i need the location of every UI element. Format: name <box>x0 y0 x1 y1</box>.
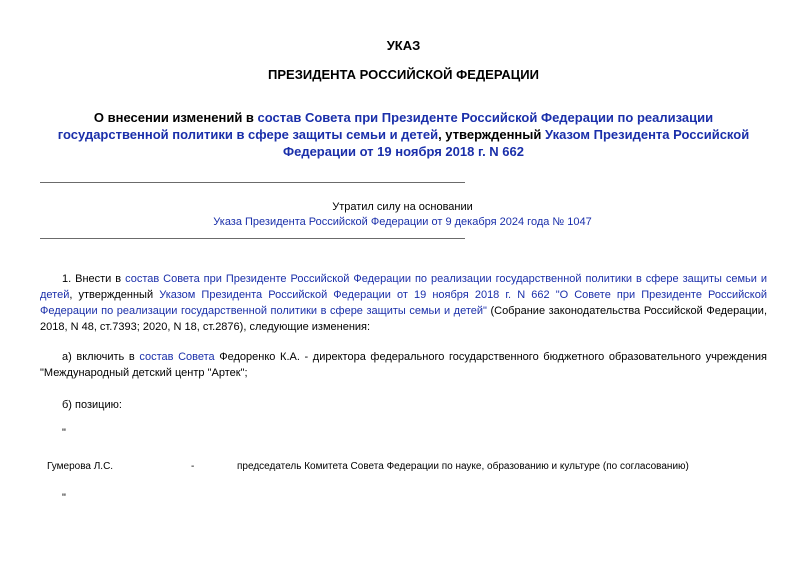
repeal-notice-text: Утратил силу на основании <box>332 201 473 213</box>
paragraph-1-link-decree-662[interactable]: Указом Президента Российской Федерации от 19 ноября 2018 г. N 662 "О Совете при Президенте Российской Федерации по реализации государственной политики в сфере защиты семьи и детей" <box>40 289 767 317</box>
paragraph-a-text-1: а) включить в <box>62 351 140 363</box>
issuer-title: ПРЕЗИДЕНТА РОССИЙСКОЙ ФЕДЕРАЦИИ <box>268 67 539 82</box>
paragraph-1-text-2: , утвержденный <box>69 289 160 301</box>
paragraph-b: б) позицию: <box>62 399 122 411</box>
heading-text-1: О внесении изменений в <box>93 110 258 125</box>
paragraph-1-link-council-composition[interactable]: состав Совета при Президенте Российской Федерации по реализации государственной политики в сфере защиты семьи и детей <box>40 273 767 301</box>
paragraph-1 <box>40 271 767 335</box>
paragraph-a-link-council[interactable]: состав Совета <box>139 351 215 363</box>
position-dash: - <box>191 461 195 472</box>
paragraph-a <box>40 349 767 381</box>
document-heading <box>40 109 767 160</box>
closing-quote-mark: " <box>62 492 66 504</box>
repeal-decree-link[interactable]: Указа Президента Российской Федерации от 9 декабря 2024 года № 1047 <box>213 216 592 228</box>
notice-bottom-divider <box>40 238 465 239</box>
paragraph-a-text-2: Федоренко К.А. - директора федерального государственного бюджетного образовательного учреждения "Международный детский центр "Артек"; <box>40 351 767 379</box>
heading-text-2: , утвержденный <box>438 127 545 142</box>
opening-quote-mark: " <box>62 427 66 439</box>
repeal-notice-line <box>40 216 765 228</box>
heading-link-decree-662[interactable]: Указом Президента Российской Федерации от 19 ноября 2018 г. N 662 <box>283 127 750 159</box>
document-type-title: УКАЗ <box>386 38 421 53</box>
position-description: председатель Комитета Совета Федерации по науке, образованию и культуре (по согласованию) <box>237 461 689 472</box>
heading-link-council-composition[interactable]: состав Совета при Президенте Российской Федерации по реализации государственной политики в сфере защиты семьи и детей <box>57 110 714 142</box>
paragraph-1-text-1: 1. Внести в <box>62 273 126 285</box>
notice-top-divider <box>40 182 465 183</box>
position-name: Гумерова Л.С. <box>47 461 114 472</box>
paragraph-1-text-3: (Собрание законодательства Российской Федерации, 2018, N 48, ст.7393; 2020, N 18, ст.2876), следующие изменения: <box>40 305 767 333</box>
